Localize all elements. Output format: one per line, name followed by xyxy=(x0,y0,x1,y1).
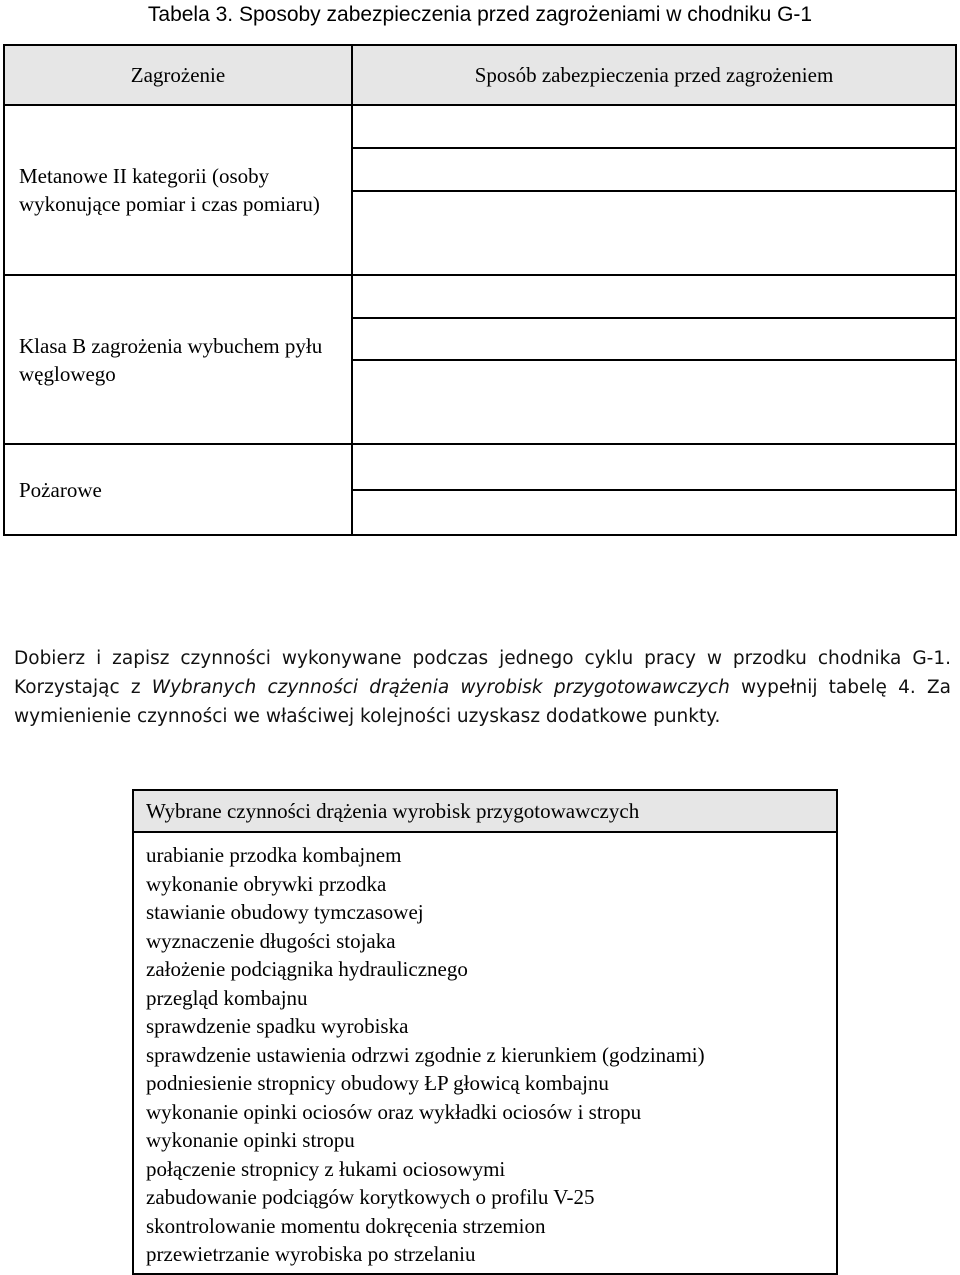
answer-cell[interactable] xyxy=(352,490,956,535)
col-header-threat: Zagrożenie xyxy=(4,45,352,105)
list-item: podniesienie stropnicy obudowy ŁP głowicą kombajnu xyxy=(146,1071,609,1095)
list-item: przewietrzanie wyrobiska po strzelaniu xyxy=(146,1242,476,1266)
instruction-text-end: wypełnij tabelę 4. Za wymienienie czynności we właściwej kolejności uzyskasz dodatkowe punkty. xyxy=(14,677,951,727)
table-title: Tabela 3. Sposoby zabezpieczenia przed zagrożeniami w chodniku G-1 xyxy=(147,3,813,26)
list-item: wykonanie opinki ociosów oraz wykładki ociosów i stropu xyxy=(146,1099,642,1124)
list-item: sprawdzenie ustawienia odrzwi zgodnie z kierunkiem (godzinami) xyxy=(146,1042,705,1067)
instruction-text-italic: Wybranych czynności drążenia wyrobisk przygotowawczych xyxy=(151,677,730,698)
threats-table xyxy=(3,44,957,536)
answer-cell[interactable] xyxy=(352,318,956,360)
list-item: wykonanie opinki stropu xyxy=(146,1128,355,1152)
answer-cell[interactable] xyxy=(352,148,956,191)
answer-cell[interactable] xyxy=(352,105,956,148)
activities-box xyxy=(132,789,838,1275)
col-header-method: Sposób zabezpieczenia przed zagrożeniem xyxy=(352,45,956,105)
threat-cell-coal-dust: Klasa B zagrożenia wybuchem pyłu węglowego xyxy=(4,275,352,444)
threat-cell-methane: Metanowe II kategorii (osoby wykonujące pomiar i czas pomiaru) xyxy=(4,105,352,275)
activities-box-title: Wybrane czynności drążenia wyrobisk przygotowawczych xyxy=(134,791,836,833)
answer-cell[interactable] xyxy=(352,191,956,275)
list-item: stawianie obudowy tymczasowej xyxy=(146,900,424,924)
answer-cell[interactable] xyxy=(352,275,956,318)
instruction-text-start: Dobierz i zapisz czynności wykonywane podczas jednego cyklu pracy w przodku chodnika G-1. Korzystając z xyxy=(14,648,951,698)
threat-cell-fire: Pożarowe xyxy=(4,444,352,535)
answer-cell[interactable] xyxy=(352,360,956,444)
list-item: założenie podciągnika hydraulicznego xyxy=(146,957,468,981)
list-item: wykonanie obrywki przodka xyxy=(146,871,387,896)
list-item: skontrolowanie momentu dokręcenia strzemion xyxy=(146,1213,546,1238)
activities-list xyxy=(134,833,836,1269)
answer-cell[interactable] xyxy=(352,444,956,490)
list-item: przegląd kombajnu xyxy=(146,985,308,1010)
instruction-paragraph xyxy=(14,644,951,731)
list-item: zabudowanie podciągów korytkowych o profilu V-25 xyxy=(146,1185,595,1209)
list-item: sprawdzenie spadku wyrobiska xyxy=(146,1014,409,1038)
list-item: wyznaczenie długości stojaka xyxy=(146,928,396,953)
list-item: urabianie przodka kombajnem xyxy=(146,843,402,867)
list-item: połączenie stropnicy z łukami ociosowymi xyxy=(146,1156,506,1181)
